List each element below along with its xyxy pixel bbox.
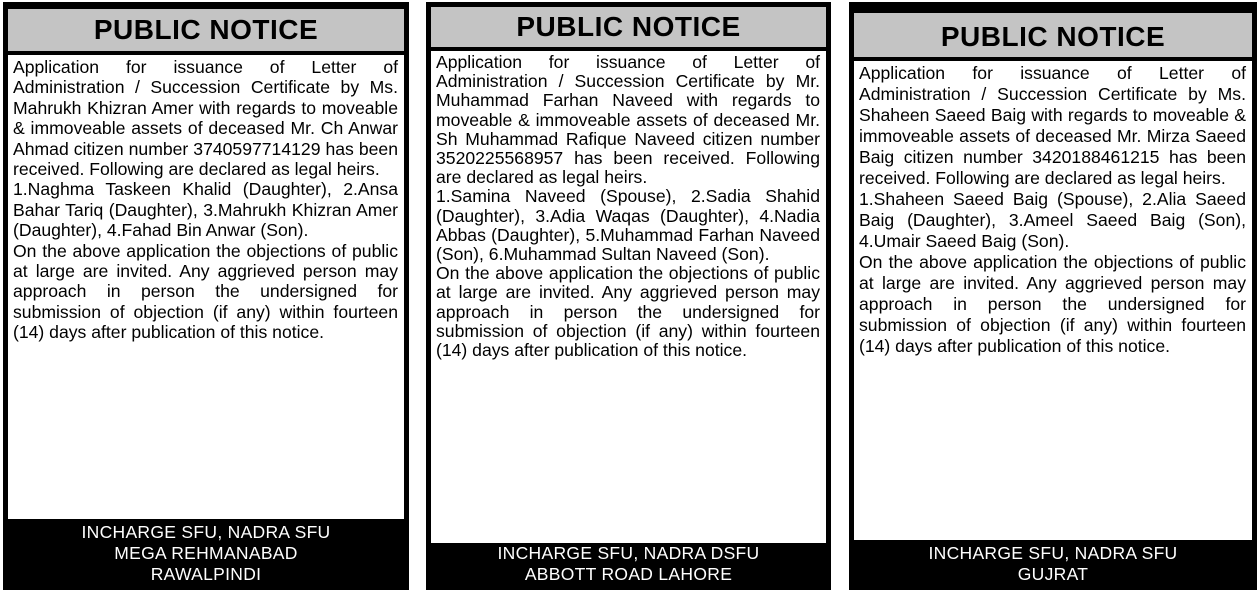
notice-heirs: 1.Shaheen Saeed Baig (Spouse), 2.Alia Saeed Baig (Daughter), 3.Ameel Saeed Baig (Son), 4.Umair Saeed Baig (Son). [859,189,1246,251]
notice-intro: Application for issuance of Letter of Administration / Succession Certificate by Ms. Shaheen Saeed Baig with regards to moveable & immoveable assets of deceased Mr. Mirza Saeed Baig citizen number 3420188461215 has been received. Following are declared as legal heirs. [859,63,1246,188]
notice-title: PUBLIC NOTICE [8,9,404,51]
public-notice-gujrat [849,2,1257,590]
notice-objection: On the above application the objections of public at large are invited. Any aggrieved person may approach in person the undersigned for submission of objection (if any) within fourteen (14) days after publication of this notice. [859,252,1246,356]
footer-city: GUJRAT [1017,564,1089,584]
notice-heirs: 1.Samina Naveed (Spouse), 2.Sadia Shahid (Daughter), 3.Adia Waqas (Daughter), 4.Nadia Abbas (Daughter), 5.Muhammad Farhan Naveed (Son), 6.Muhammad Sultan Naveed (Son). [436,186,820,265]
notice-footer [431,543,826,585]
footer-city: RAWALPINDI [150,564,262,584]
notice-intro: Application for issuance of Letter of Administration / Succession Certificate by Ms. Mahrukh Khizran Amer with regards to moveable & immoveable assets of deceased Mr. Ch Anwar Ahmad citizen number 3740597714129 has been received. Following are declared as legal heirs. [13,57,398,180]
public-notice-rawalpindi [3,2,409,590]
notice-objection: On the above application the objections of public at large are invited. Any aggrieved person may approach in person the undersigned for submission of objection (if any) within fourteen (14) days after publication of this notice. [436,263,820,361]
notice-footer [854,540,1252,585]
notice-body [431,51,826,543]
notice-heirs: 1.Naghma Taskeen Khalid (Daughter), 2.Ansa Bahar Tariq (Daughter), 3.Mahrukh Khizran Amer (Daughter), 4.Fahad Bin Anwar (Son). [13,179,398,241]
footer-location: ABBOTT ROAD LAHORE [524,564,733,584]
notice-objection: On the above application the objections of public at large are invited. Any aggrieved person may approach in person the undersigned for submission of objection (if any) within fourteen (14) days after publication of this notice. [13,240,398,343]
public-notice-lahore [426,2,831,590]
notice-body [8,55,404,519]
footer-office: INCHARGE SFU, NADRA SFU [928,543,1178,563]
notice-title: PUBLIC NOTICE [431,7,826,47]
notice-title: PUBLIC NOTICE [854,13,1252,57]
footer-location: MEGA REHMANABAD [114,543,298,563]
footer-office: INCHARGE SFU, NADRA SFU [81,522,331,542]
notice-intro: Application for issuance of Letter of Administration / Succession Certificate by Mr. Muhammad Farhan Naveed with regards to moveable & immoveable assets of deceased Mr. Sh Muhammad Rafique Naveed citizen number 3520225568957 has been received. Following are declared as legal heirs. [436,52,820,188]
notice-body [854,61,1252,540]
notice-footer [8,519,404,585]
footer-office: INCHARGE SFU, NADRA DSFU [497,543,760,563]
